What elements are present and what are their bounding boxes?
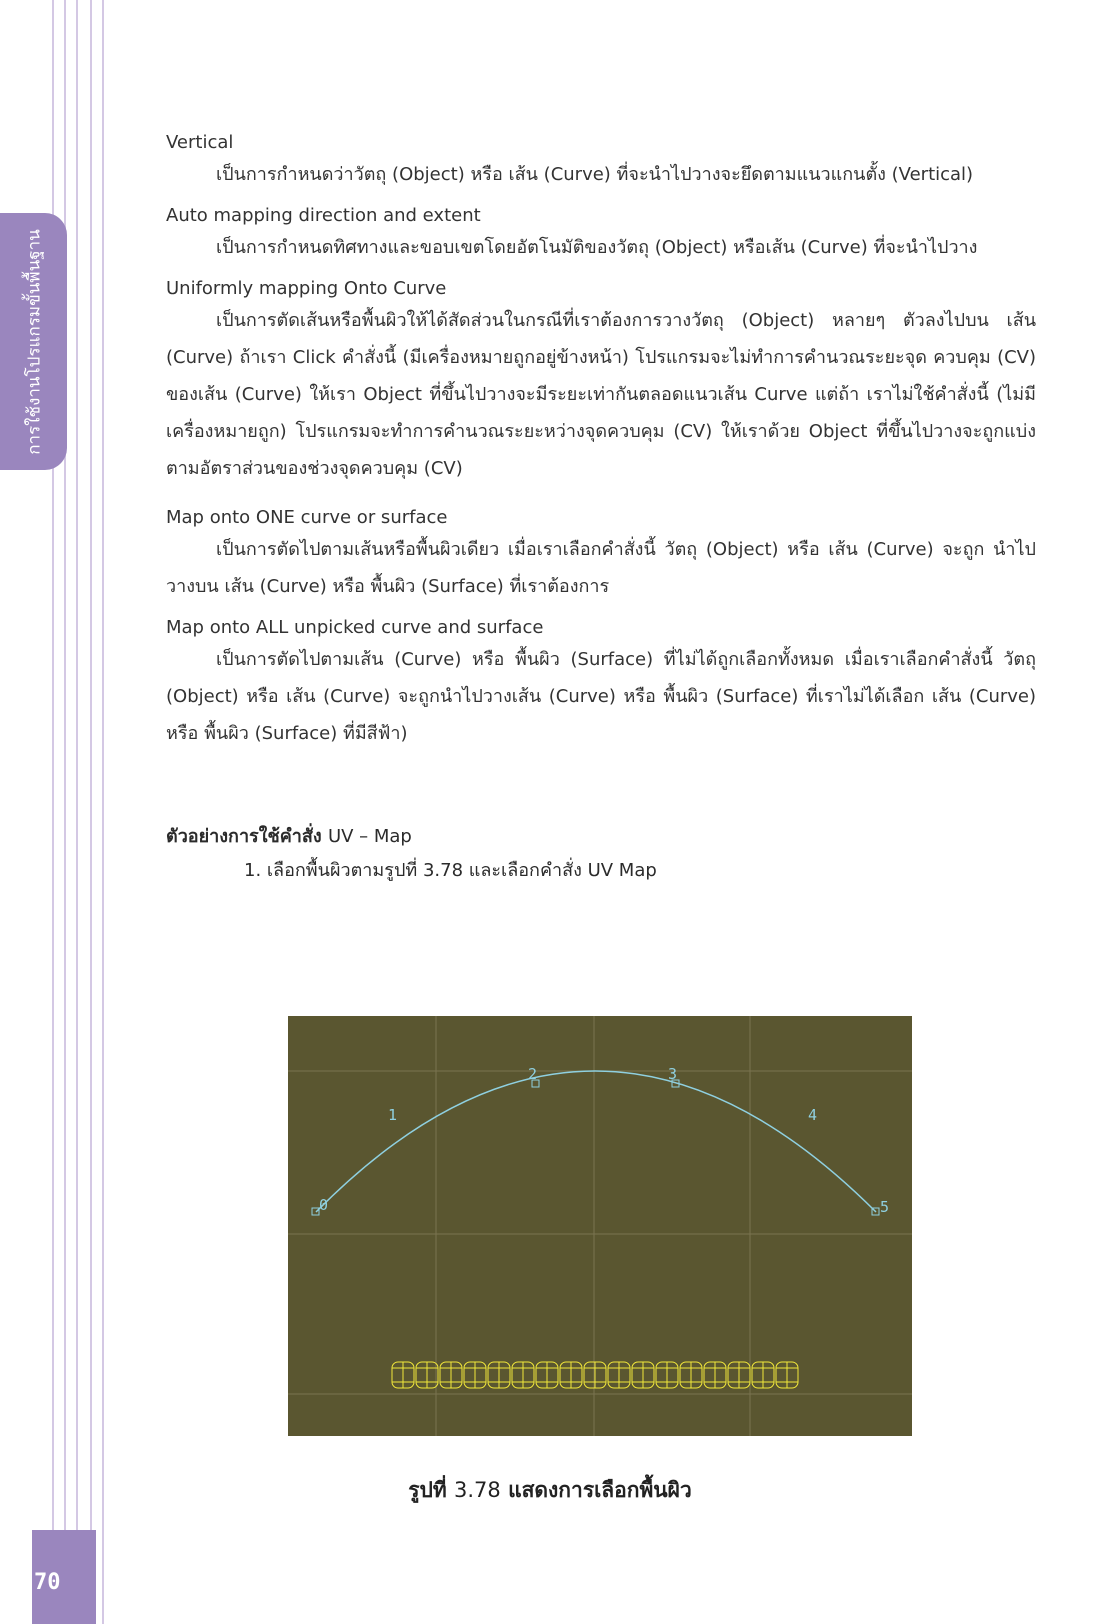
example-step-1: 1. เลือกพื้นผิวตามรูปที่ 3.78 และเลือกคำสั่ง UV Map [244, 860, 657, 881]
section-title: Map onto ONE curve or surface [166, 507, 448, 528]
section-map-onto-one [166, 505, 1036, 605]
section-auto-mapping [166, 203, 1036, 266]
section-title: Vertical [166, 132, 234, 153]
example-block [166, 822, 1036, 886]
cv-markers [312, 1080, 879, 1215]
section-title: Auto mapping direction and extent [166, 205, 481, 226]
cv-label-1: 1 [388, 1106, 398, 1124]
figure-caption: รูปที่ 3.78 แสดงการเลือกพื้นผิว [408, 1478, 692, 1502]
margin-line-3 [76, 0, 78, 1624]
wireframe-object-row [392, 1362, 798, 1388]
section-title: Uniformly mapping Onto Curve [166, 278, 447, 299]
section-title: Map onto ALL unpicked curve and surface [166, 617, 544, 638]
cv-label-2: 2 [528, 1065, 538, 1083]
page-number: 70 [34, 1570, 61, 1595]
example-title: ตัวอย่างการใช้คำสั่ง UV – Map [166, 826, 412, 847]
section-map-onto-all [166, 615, 1036, 752]
section-body: เป็นการกำหนดว่าวัตถุ (Object) หรือ เส้น (Curve) ที่จะนำไปวางจะยึดตามแนวแกนตั้ง (Vertical) [216, 164, 974, 185]
cv-labels [319, 1065, 889, 1216]
chapter-side-tab-label: การใช้งานโปรแกรมขั้นพื้นฐาน [24, 228, 44, 455]
margin-line-4 [90, 0, 92, 1624]
nurbs-curve [316, 1071, 876, 1212]
section-uniformly-mapping [166, 276, 1036, 487]
figure-viewport [288, 1016, 912, 1436]
section-vertical [166, 130, 1036, 193]
cv-label-5: 5 [880, 1198, 890, 1216]
margin-line-5 [102, 0, 104, 1624]
section-body: เป็นการตัดเส้นหรือพื้นผิวให้ได้สัดส่วนในกรณีที่เราต้องการวางวัตถุ (Object) หลายๆ ตัวลงไปบน เส้น (Curve) ถ้าเรา Click คำสั่งนี้ (มีเครื่องหมายถูกอยู่ข้างหน้า) โปรแกรมจะไม่ทำการคำนวณระยะจุด ควบคุม (CV) ของเส้น (Curve) ให้เรา Object ที่ขึ้นไปวางจะมีระยะเท่ากันตลอดแนวเส้น Curve แต่ถ้า เราไม่ใช้คำสั่งนี้ (ไม่มีเครื่องหมายถูก) โปรแกรมจะทำการคำนวณระยะหว่างจุดควบคุม (CV) ให้เราด้วย Object ที่ขึ้นไปวางจะถูกแบ่งตามอัตราส่วนของช่วงจุดควบคุม (CV) [166, 310, 1036, 479]
page-content [166, 130, 1036, 886]
cv-label-4: 4 [808, 1106, 818, 1124]
cv-label-3: 3 [668, 1065, 678, 1083]
viewport-canvas [288, 1016, 912, 1436]
section-body: เป็นการตัดไปตามเส้นหรือพื้นผิวเดียว เมื่อเราเลือกคำสั่งนี้ วัตถุ (Object) หรือ เส้น (Curve) จะถูก นำไปวางบน เส้น (Curve) หรือ พื้นผิว (Surface) ที่เราต้องการ [166, 539, 1036, 597]
cv-label-0: 0 [319, 1196, 329, 1214]
section-body: เป็นการตัดไปตามเส้น (Curve) หรือ พื้นผิว (Surface) ที่ไม่ได้ถูกเลือกทั้งหมด เมื่อเราเลือกคำสั่งนี้ วัตถุ (Object) หรือ เส้น (Curve) จะถูกนำไปวางเส้น (Curve) หรือ พื้นผิว (Surface) ที่เราไม่ได้เลือก เส้น (Curve) หรือ พื้นผิว (Surface) ที่มีสีฟ้า) [166, 649, 1036, 744]
chapter-side-tab [0, 213, 67, 470]
section-body: เป็นการกำหนดทิศทางและขอบเขตโดยอัตโนมัติของวัตถุ (Object) หรือเส้น (Curve) ที่จะนำไปวาง [216, 237, 978, 258]
grid-lines [288, 1016, 912, 1436]
